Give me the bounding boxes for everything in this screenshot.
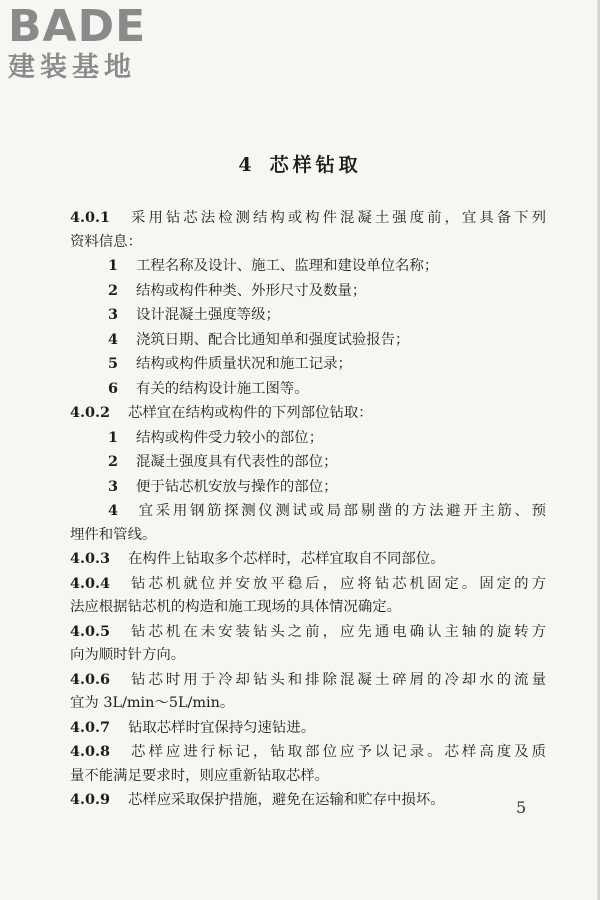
clause-text: 芯样宜在结构或构件的下列部位钻取： [128,405,373,421]
clause-text: 量不能满足要求时，则应重新钻取芯样。 [70,767,330,784]
clause-404-line-1 [70,572,546,597]
item-text: 设计混凝土强度等级； [136,307,280,323]
clause-408-line-1 [70,740,546,765]
list-item [70,328,546,353]
clause-406-line-1 [70,668,546,693]
item-number: 4 [108,502,119,519]
clause-text: 钻芯机在未安装钻头之前，应先通电确认主轴的旋转方 [128,623,546,640]
clause-number: 4.0.1 [70,209,111,226]
item-text: 结构或构件受力较小的部位； [136,429,324,446]
list-item [70,426,546,451]
clause-text: 采用钻芯法检测结构或构件混凝土强度前，宜具备下列 [128,210,546,226]
item-text: 宜采用钢筋探测仪测试或局部剔凿的方法避开主筋、预 [136,503,546,519]
list-item [70,450,546,475]
clause-text: 芯样应进行标记，钻取部位应予以记录。芯样高度及质 [128,744,546,760]
clause-text: 宜为 3L/min～5L/min。 [70,695,235,711]
clause-text: 钻芯机就位并安放平稳后，应将钻芯机固定。固定的方 [128,575,546,592]
clause-number: 4.0.7 [70,718,111,736]
item-text: 结构或构件种类、外形尺寸及数量； [136,282,367,299]
clause-408-line-2 [70,765,546,789]
chapter-title [0,150,600,177]
item-number: 1 [108,428,119,446]
clause-text: 向为顺时针方向。 [70,647,186,663]
chapter-number: 4 [238,154,256,176]
item-number: 2 [108,281,119,299]
item-text: 有关的结构设计施工图等。 [136,380,309,397]
list-item-continuation [70,524,546,548]
body-text [70,206,546,813]
clause-number: 4.0.6 [70,670,111,688]
clause-403 [70,547,546,572]
item-text: 工程名称及设计、施工、监理和建设单位名称； [136,258,439,274]
list-item [70,279,546,304]
item-number: 1 [108,257,119,274]
item-text: 混凝土强度具有代表性的部位； [136,454,338,470]
logo-subtitle: 建装基地 [8,52,136,83]
item-number: 3 [108,306,119,323]
list-item [70,303,546,328]
clause-number: 4.0.9 [70,791,111,808]
clause-number: 4.0.8 [70,743,111,760]
clause-402 [70,401,546,426]
clause-number: 4.0.2 [70,404,111,421]
clause-407 [70,716,546,741]
page-number: 5 [516,798,527,817]
item-text: 便于钻芯机安放与操作的部位； [136,478,338,495]
clause-number: 4.0.3 [70,550,111,567]
logo [8,1,147,84]
item-number: 5 [108,355,119,372]
item-text: 浇筑日期、配合比通知单和强度试验报告； [136,331,410,348]
item-text: 结构或构件质量状况和施工记录； [136,356,352,372]
clause-text: 在构件上钻取多个芯样时，芯样宜取自不同部位。 [128,551,445,567]
clause-405-line-1 [70,620,546,645]
chapter-title-text: 芯样钻取 [269,154,362,176]
clause-404-line-2 [70,596,546,620]
item-number: 3 [108,477,119,495]
clause-text: 钻取芯样时宜保持匀速钻进。 [128,719,316,736]
list-item [70,475,546,500]
list-item [70,499,546,524]
item-number: 4 [108,330,119,348]
clause-409 [70,788,546,813]
item-number: 6 [108,379,119,397]
list-item [70,254,546,279]
clause-401-line-2 [70,231,546,255]
clause-text: 钻芯时用于冷却钻头和排除混凝土碎屑的冷却水的流量 [128,671,546,688]
clause-number: 4.0.5 [70,622,111,640]
logo-mark: BADE [8,1,147,52]
clause-text: 资料信息： [70,233,142,250]
clause-text: 芯样应采取保护措施，避免在运输和贮存中损坏。 [128,792,445,808]
clause-406-line-2 [70,692,546,716]
list-item [70,352,546,377]
clause-401-line-1 [70,206,546,231]
item-number: 2 [108,453,119,470]
clause-405-line-2 [70,644,546,668]
item-text: 埋件和管线。 [70,526,157,543]
clause-text: 法应根据钻芯机的构造和施工现场的具体情况确定。 [70,599,401,615]
list-item [70,377,546,402]
clause-number: 4.0.4 [70,574,111,592]
